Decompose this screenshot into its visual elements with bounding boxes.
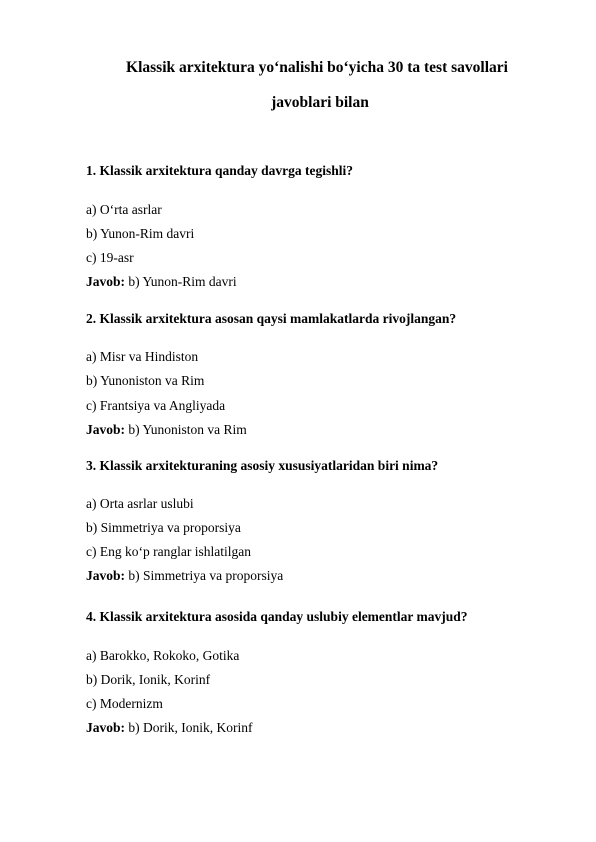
- option-b: b) Simmetriya va proporsiya: [86, 520, 241, 535]
- option-a: a) Orta asrlar uslubi: [86, 496, 194, 511]
- option-a: a) Misr va Hindiston: [86, 349, 199, 364]
- question-text: 1. Klassik arxitektura qanday davrga tegishli?: [86, 163, 354, 178]
- option-b: b) Yunon-Rim davri: [86, 226, 195, 241]
- question-block-4: [86, 609, 556, 735]
- option-c: c) Modernizm: [86, 696, 163, 711]
- option-a: a) Barokko, Rokoko, Gotika: [86, 648, 240, 663]
- answer-value: b) Yunon-Rim davri: [125, 274, 237, 289]
- question-block-1: [86, 163, 556, 289]
- answer-line: [86, 568, 283, 584]
- option-b: b) Yunoniston va Rim: [86, 373, 205, 388]
- answer-label: Javob:: [86, 568, 126, 583]
- answer-label: Javob:: [86, 274, 126, 289]
- question-text: 3. Klassik arxitekturaning asosiy xususiyatlaridan biri nima?: [86, 458, 439, 473]
- answer-value: b) Simmetriya va proporsiya: [125, 568, 284, 583]
- question-block-2: [86, 311, 556, 437]
- answer-line: [86, 274, 237, 290]
- answer-value: b) Dorik, Ionik, Korinf: [125, 720, 253, 735]
- option-a: a) O‘rta asrlar: [86, 202, 162, 217]
- question-block-3: [86, 458, 556, 583]
- answer-label: Javob:: [86, 720, 126, 735]
- question-text: 2. Klassik arxitektura asosan qaysi mamlakatlarda rivojlangan?: [86, 311, 457, 326]
- answer-label: Javob:: [86, 422, 126, 437]
- option-c: c) Frantsiya va Angliyada: [86, 398, 226, 413]
- document-title-line-1: Klassik arxitektura yo‘nalishi bo‘yicha 30 ta test savollari: [126, 59, 508, 76]
- answer-line: [86, 422, 247, 438]
- option-c: c) 19-asr: [86, 250, 134, 265]
- answer-line: [86, 720, 253, 736]
- document-title-line-2: javoblari bilan: [271, 94, 369, 111]
- question-text: 4. Klassik arxitektura asosida qanday uslubiy elementlar mavjud?: [86, 609, 468, 624]
- option-c: c) Eng ko‘p ranglar ishlatilgan: [86, 544, 251, 559]
- option-b: b) Dorik, Ionik, Korinf: [86, 672, 211, 687]
- answer-value: b) Yunoniston va Rim: [125, 422, 247, 437]
